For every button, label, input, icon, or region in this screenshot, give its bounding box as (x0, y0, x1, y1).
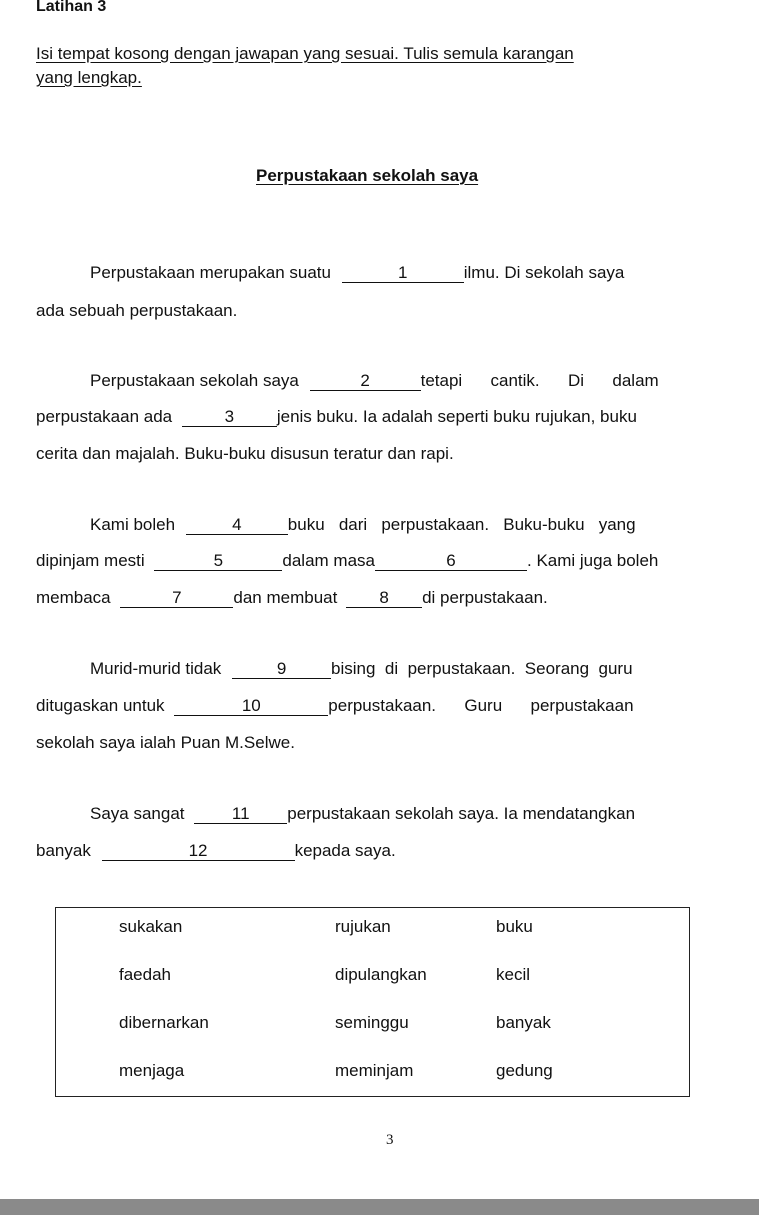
word-bank-item: gedung (496, 1061, 553, 1080)
text: Kami boleh (90, 515, 176, 534)
blank-9[interactable]: 9 (232, 659, 331, 679)
essay-title: Perpustakaan sekolah saya (256, 166, 479, 185)
word-bank-item: seminggu (335, 1013, 409, 1032)
blank-4[interactable]: 4 (186, 515, 288, 535)
text: membaca (36, 588, 111, 607)
word-bank-item: buku (496, 917, 533, 936)
word-bank-item: kecil (496, 965, 531, 984)
paragraph-1-line-2 (36, 300, 748, 322)
blank-5[interactable]: 5 (154, 551, 282, 571)
paragraph-5-line-1 (90, 803, 748, 825)
paragraph-2-line-2 (36, 406, 748, 428)
text: perpustakaan ada (36, 407, 173, 426)
blank-3[interactable]: 3 (182, 407, 277, 427)
word-bank-item: banyak (496, 1013, 551, 1032)
word-bank-item: dibernarkan (119, 1013, 209, 1032)
text: dipinjam mesti (36, 551, 145, 570)
instruction-line-1: Isi tempat kosong dengan jawapan yang sesuai. Tulis semula karangan (36, 44, 574, 63)
text: buku dari perpustakaan. Buku-buku yang (287, 515, 636, 534)
blank-12[interactable]: 12 (102, 841, 295, 861)
text: di perpustakaan. (422, 588, 548, 607)
text: dalam masa (282, 551, 375, 570)
text: Murid-murid tidak (90, 659, 222, 678)
paragraph-2-line-1 (90, 370, 748, 392)
paragraph-4-line-3 (36, 732, 748, 754)
text: kepada saya. (294, 841, 396, 860)
blank-6[interactable]: 6 (375, 551, 527, 571)
text: dan membuat (233, 588, 338, 607)
text: jenis buku. Ia adalah seperti buku rujukan, buku (276, 407, 637, 426)
exercise-heading: Latihan 3 (36, 0, 107, 15)
paragraph-4-line-2 (36, 695, 748, 717)
bottom-bar (0, 1199, 759, 1215)
word-bank-item: menjaga (119, 1061, 185, 1080)
word-bank (55, 907, 690, 1097)
paragraph-1-line-1 (90, 262, 748, 284)
word-bank-item: sukakan (119, 917, 183, 936)
paragraph-3-line-3 (36, 587, 748, 609)
blank-10[interactable]: 10 (174, 696, 328, 716)
paragraph-3-line-2 (36, 550, 748, 572)
blank-7[interactable]: 7 (120, 588, 233, 608)
blank-11[interactable]: 11 (194, 804, 287, 824)
instruction-line-2: yang lengkap. (36, 68, 142, 87)
text: sekolah saya ialah Puan M.Selwe. (36, 733, 295, 752)
word-bank-item: dipulangkan (335, 965, 427, 984)
paragraph-2-line-3 (36, 443, 748, 465)
text: perpustakaan sekolah saya. Ia mendatangkan (287, 804, 636, 823)
text: banyak (36, 841, 91, 860)
blank-2[interactable]: 2 (310, 371, 421, 391)
paragraph-3-line-1 (90, 514, 748, 536)
text: ilmu. Di sekolah saya (463, 263, 625, 282)
word-bank-item: faedah (119, 965, 171, 984)
word-bank-item: meminjam (335, 1061, 414, 1080)
text: ada sebuah perpustakaan. (36, 301, 238, 320)
paragraph-5-line-2 (36, 840, 748, 862)
text: Perpustakaan merupakan suatu (90, 263, 331, 282)
text: Perpustakaan sekolah saya (90, 371, 299, 390)
blank-1[interactable]: 1 (342, 263, 464, 283)
text: perpustakaan. Guru perpustakaan (328, 696, 634, 715)
word-bank-item: rujukan (335, 917, 391, 936)
paragraph-4-line-1 (90, 658, 748, 680)
text: tetapi cantik. Di dalam (420, 371, 659, 390)
blank-8[interactable]: 8 (346, 588, 422, 608)
text: ditugaskan untuk (36, 696, 165, 715)
text: cerita dan majalah. Buku-buku disusun teratur dan rapi. (36, 444, 454, 463)
text: bising di perpustakaan. Seorang guru (331, 659, 633, 678)
text: Saya sangat (90, 804, 185, 823)
page-number: 3 (386, 1132, 394, 1148)
text: . Kami juga boleh (527, 551, 659, 570)
